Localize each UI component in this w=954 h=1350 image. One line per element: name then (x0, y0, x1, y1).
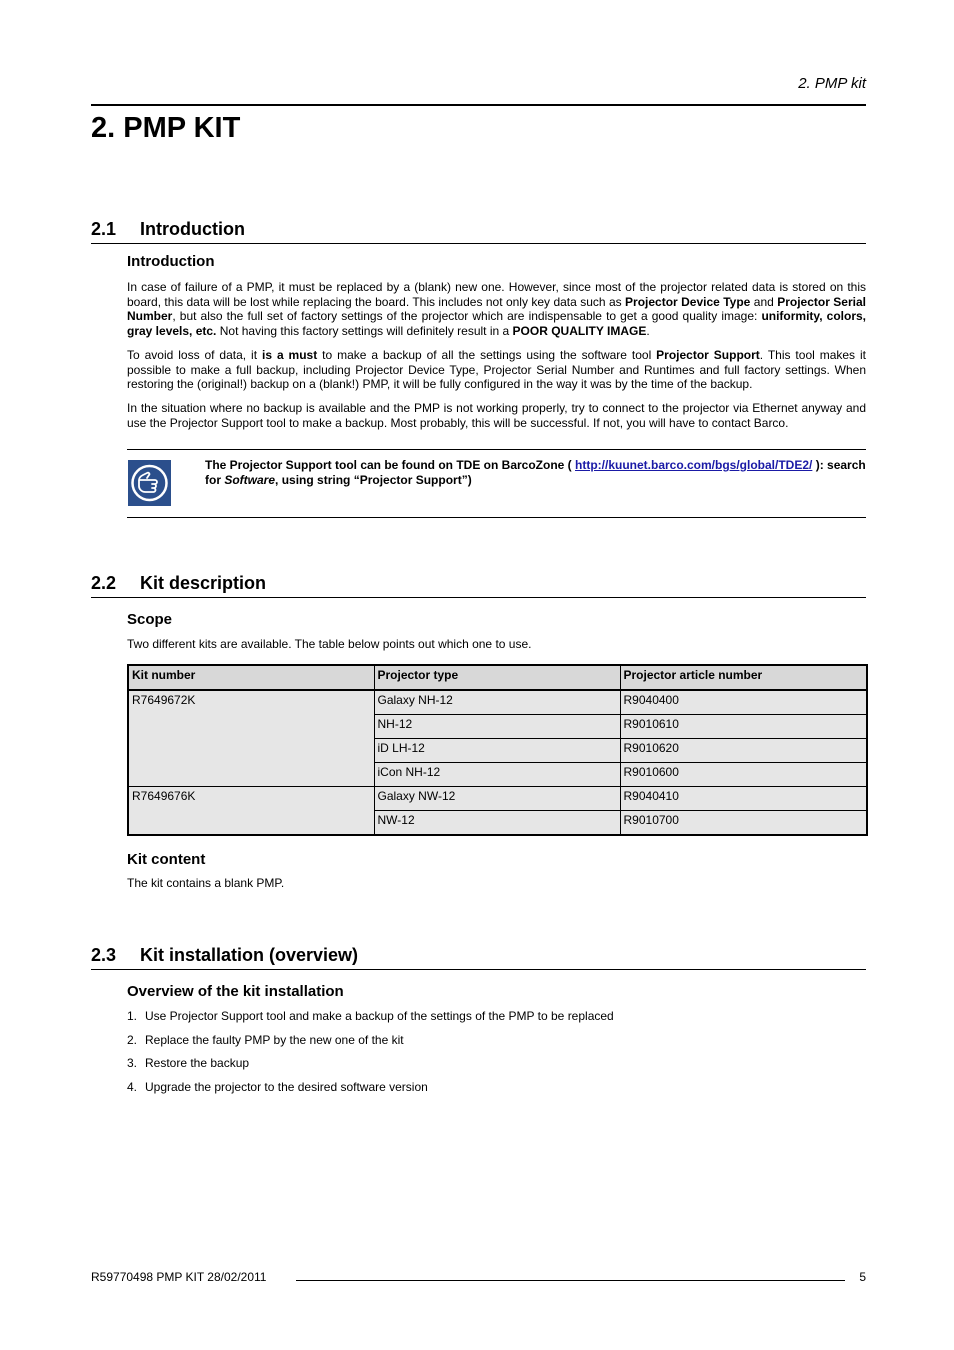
intro-paragraph-3: In the situation where no backup is available and the PMP is not working properly, try to connect to the projector via Ethernet anyway and use the Projector Support tool to make a backup. Most probably, this will be successful. If not, you will have to contact Barco. (127, 401, 866, 430)
running-header: 2. PMP kit (798, 75, 866, 92)
section-title: Kit description (140, 573, 267, 593)
table-header-row (128, 665, 867, 690)
article-number-cell: R9010700 (620, 811, 867, 836)
table-row (128, 787, 867, 811)
article-number-cell: R9040400 (620, 690, 867, 715)
section-title: Kit installation (overview) (140, 945, 359, 965)
step-text: Use Projector Support tool and make a backup of the settings of the PMP to be replaced (145, 1009, 614, 1023)
article-number-cell: R9040410 (620, 787, 867, 811)
article-number-cell: R9010610 (620, 715, 867, 739)
intro-paragraph-2: To avoid loss of data, it is a must to make a backup of all the settings using the software tool Projector Support. This tool makes it possible to make a full backup, including Projector Device Type, Projector Serial Number and Runtimes and full factory settings. When restoring the (original!) backup on a (blank!) PMP, it will be fully configured in the way it was by the time of the backup. (127, 348, 866, 392)
projector-type-cell: NW-12 (374, 811, 620, 836)
subheading-scope: Scope (127, 611, 173, 628)
step-text: Replace the faulty PMP by the new one of the kit (145, 1033, 404, 1047)
scope-text: Two different kits are available. The table below points out which one to use. (127, 637, 532, 651)
list-item (127, 1009, 614, 1023)
step-text: Restore the backup (145, 1056, 250, 1070)
kit-content-text: The kit contains a blank PMP. (127, 876, 285, 890)
column-header: Projector type (374, 665, 620, 690)
article-number-cell: R9010600 (620, 763, 867, 787)
list-item (127, 1033, 404, 1047)
list-item (127, 1080, 428, 1094)
table-row (128, 690, 867, 715)
list-item (127, 1056, 249, 1070)
section-heading-kit-description (91, 570, 866, 598)
chapter-title: 2. PMP KIT (91, 112, 241, 144)
header-rule (91, 104, 866, 106)
subheading-installation-overview: Overview of the kit installation (127, 983, 344, 1000)
tde-link[interactable]: http://kuunet.barco.com/bgs/global/TDE2/ (575, 458, 813, 472)
column-header: Projector article number (620, 665, 867, 690)
article-number-cell: R9010620 (620, 739, 867, 763)
section-title: Introduction (140, 219, 245, 239)
step-number: 4. (127, 1080, 138, 1094)
footer-document-info: R59770498 PMP KIT 28/02/2011 (91, 1270, 267, 1284)
step-number: 2. (127, 1033, 138, 1047)
projector-type-cell: NH-12 (374, 715, 620, 739)
pointing-hand-icon (128, 460, 171, 506)
section-heading-introduction (91, 216, 866, 244)
footer-rule (296, 1280, 845, 1281)
subheading-introduction: Introduction (127, 253, 215, 270)
subheading-kit-content: Kit content (127, 851, 206, 868)
projector-type-cell: iD LH-12 (374, 739, 620, 763)
kit-table (127, 664, 868, 836)
projector-type-cell: Galaxy NW-12 (374, 787, 620, 811)
section-number: 2.2 (91, 573, 117, 593)
step-number: 3. (127, 1056, 138, 1070)
kit-number-cell: R7649672K (128, 690, 374, 787)
column-header: Kit number (128, 665, 374, 690)
kit-number-cell: R7649676K (128, 787, 374, 836)
note-box (127, 449, 866, 518)
section-number: 2.3 (91, 945, 117, 965)
step-text: Upgrade the projector to the desired software version (145, 1080, 428, 1094)
section-number: 2.1 (91, 219, 117, 239)
step-number: 1. (127, 1009, 138, 1023)
intro-paragraph-1: In case of failure of a PMP, it must be replaced by a (blank) new one. However, since most of the projector related data is stored on this board, this data will be lost while replacing the board. This includes not only key data such as Projector Device Type and Projector Serial Number, but also the full set of factory settings of the projector which are indispensable to get a good quality image: uniformity, colors, gray levels, etc. Not having this factory settings will definitely result in a POOR QUALITY IMAGE. (127, 280, 866, 338)
section-heading-kit-installation (91, 942, 866, 970)
page-number: 5 (859, 1270, 866, 1284)
note-text: The Projector Support tool can be found on TDE on BarcoZone ( http://kuunet.barco.com/bgs/global/TDE2/ ): search for Software, using string “Projector Support”) (205, 458, 866, 487)
projector-type-cell: Galaxy NH-12 (374, 690, 620, 715)
projector-type-cell: iCon NH-12 (374, 763, 620, 787)
